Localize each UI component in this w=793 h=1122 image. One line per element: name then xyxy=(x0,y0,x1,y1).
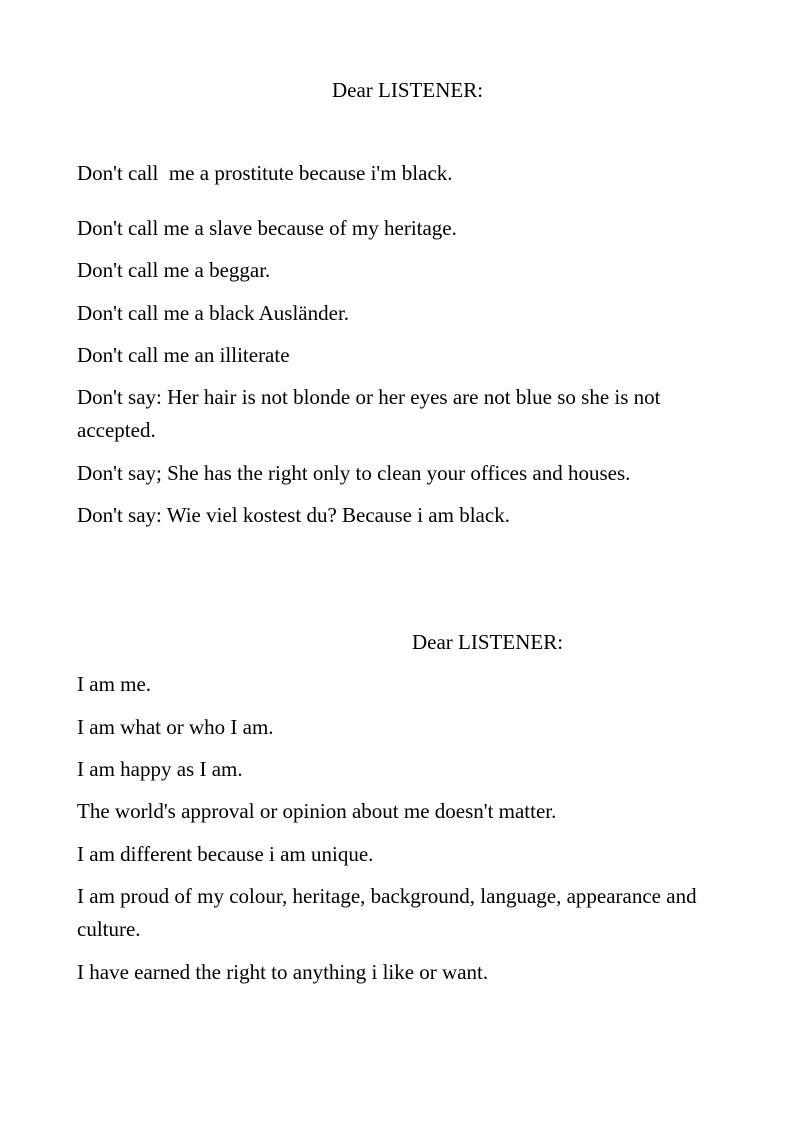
letter-2-line: I am me. xyxy=(77,672,152,696)
letter-1-heading: Dear LISTENER: xyxy=(332,78,484,102)
letter-1-line: Don't call me an illiterate xyxy=(77,343,290,367)
letter-2-line: The world's approval or opinion about me doesn't matter. xyxy=(77,799,557,823)
letter-2-heading: Dear LISTENER: xyxy=(412,630,564,654)
letter-1-line: Don't call me a slave because of my heritage. xyxy=(77,216,457,240)
letter-2-line: I am happy as I am. xyxy=(77,757,243,781)
letter-2-line: I am what or who I am. xyxy=(77,715,274,739)
letter-1-line: Don't call me a black Ausländer. xyxy=(77,301,350,325)
letter-1-line: Don't say: Her hair is not blonde or her eyes are not blue so she is not accepted. xyxy=(77,385,666,442)
letter-1-line: Don't call me a beggar. xyxy=(77,258,271,282)
letter-2-line: I am proud of my colour, heritage, background, language, appearance and culture. xyxy=(77,884,702,941)
letter-1-line: Don't say: Wie viel kostest du? Because i am black. xyxy=(77,503,510,527)
letter-2-line: I have earned the right to anything i like or want. xyxy=(77,960,489,984)
letter-1-line: Don't call me a prostitute because i'm black. xyxy=(77,161,453,185)
letter-1-line: Don't say; She has the right only to clean your offices and houses. xyxy=(77,461,631,485)
letter-2-line: I am different because i am unique. xyxy=(77,842,374,866)
